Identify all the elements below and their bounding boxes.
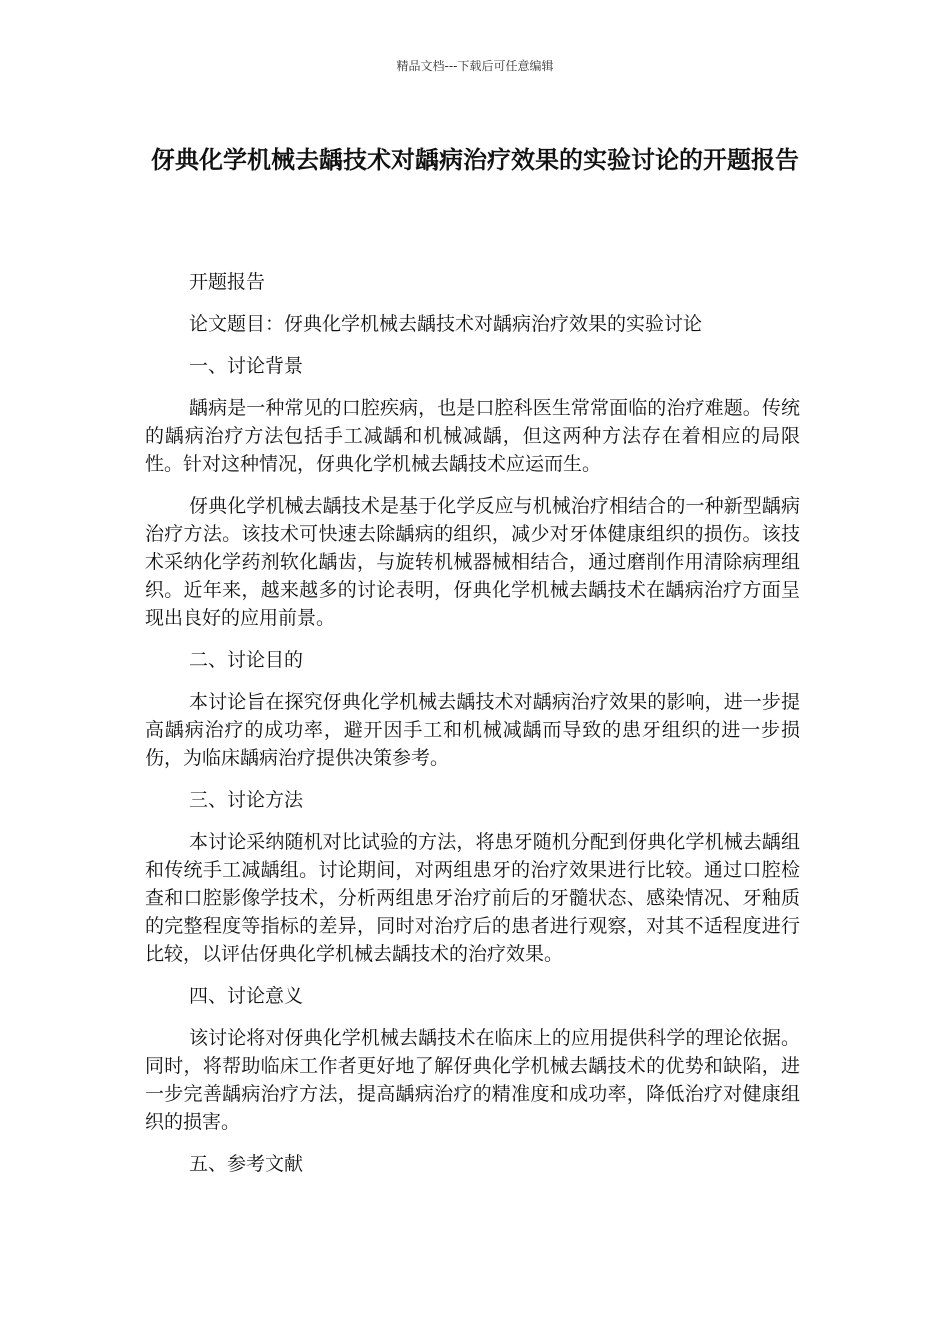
report-label: 开题报告	[189, 271, 266, 293]
section-heading-references: 五、参考文献	[189, 1153, 304, 1175]
paragraph: 本讨论采纳随机对比试验的方法，将患牙随机分配到伢典化学机械去龋组和传统手工减龋组。讨论期间，对两组患牙的治疗效果进行比较。通过口腔检查和口腔影像学技术，分析两组患牙治疗前后的牙髓状态、感染情况、牙釉质的完整程度等指标的差异，同时对治疗后的患者进行观察，对其不适程度进行比较，以评估伢典化学机械去龋技术的治疗效果。	[145, 831, 800, 965]
paragraph: 龋病是一种常见的口腔疾病，也是口腔科医生常常面临的治疗难题。传统的龋病治疗方法包括手工减龋和机械减龋，但这两种方法存在着相应的局限性。针对这种情况，伢典化学机械去龋技术应运而生。	[145, 397, 800, 475]
thesis-title: 论文题目：伢典化学机械去龋技术对龋病治疗效果的实验讨论	[189, 313, 703, 335]
section-heading-background: 一、讨论背景	[189, 355, 304, 377]
paragraph: 伢典化学机械去龋技术是基于化学反应与机械治疗相结合的一种新型龋病治疗方法。该技术可快速去除龋病的组织，减少对牙体健康组织的损伤。该技术采纳化学药剂软化龋齿，与旋转机械器械相结合，通过磨削作用清除病理组织。近年来，越来越多的讨论表明，伢典化学机械去龋技术在龋病治疗方面呈现出良好的应用前景。	[145, 495, 800, 629]
section-heading-purpose: 二、讨论目的	[189, 649, 304, 671]
section-heading-significance: 四、讨论意义	[189, 985, 304, 1007]
document-title: 伢典化学机械去龋技术对龋病治疗效果的实验讨论的开题报告	[151, 146, 799, 174]
page-header-note: 精品文档---下载后可任意编辑	[396, 59, 554, 73]
paragraph: 本讨论旨在探究伢典化学机械去龋技术对龋病治疗效果的影响，进一步提高龋病治疗的成功率，避开因手工和机械减龋而导致的患牙组织的进一步损伤，为临床龋病治疗提供决策参考。	[145, 691, 800, 769]
paragraph: 该讨论将对伢典化学机械去龋技术在临床上的应用提供科学的理论依据。同时，将帮助临床工作者更好地了解伢典化学机械去龋技术的优势和缺陷，进一步完善龋病治疗方法，提高龋病治疗的精准度和成功率，降低治疗对健康组织的损害。	[145, 1027, 800, 1133]
document-body	[145, 268, 800, 1192]
section-heading-method: 三、讨论方法	[189, 789, 304, 811]
